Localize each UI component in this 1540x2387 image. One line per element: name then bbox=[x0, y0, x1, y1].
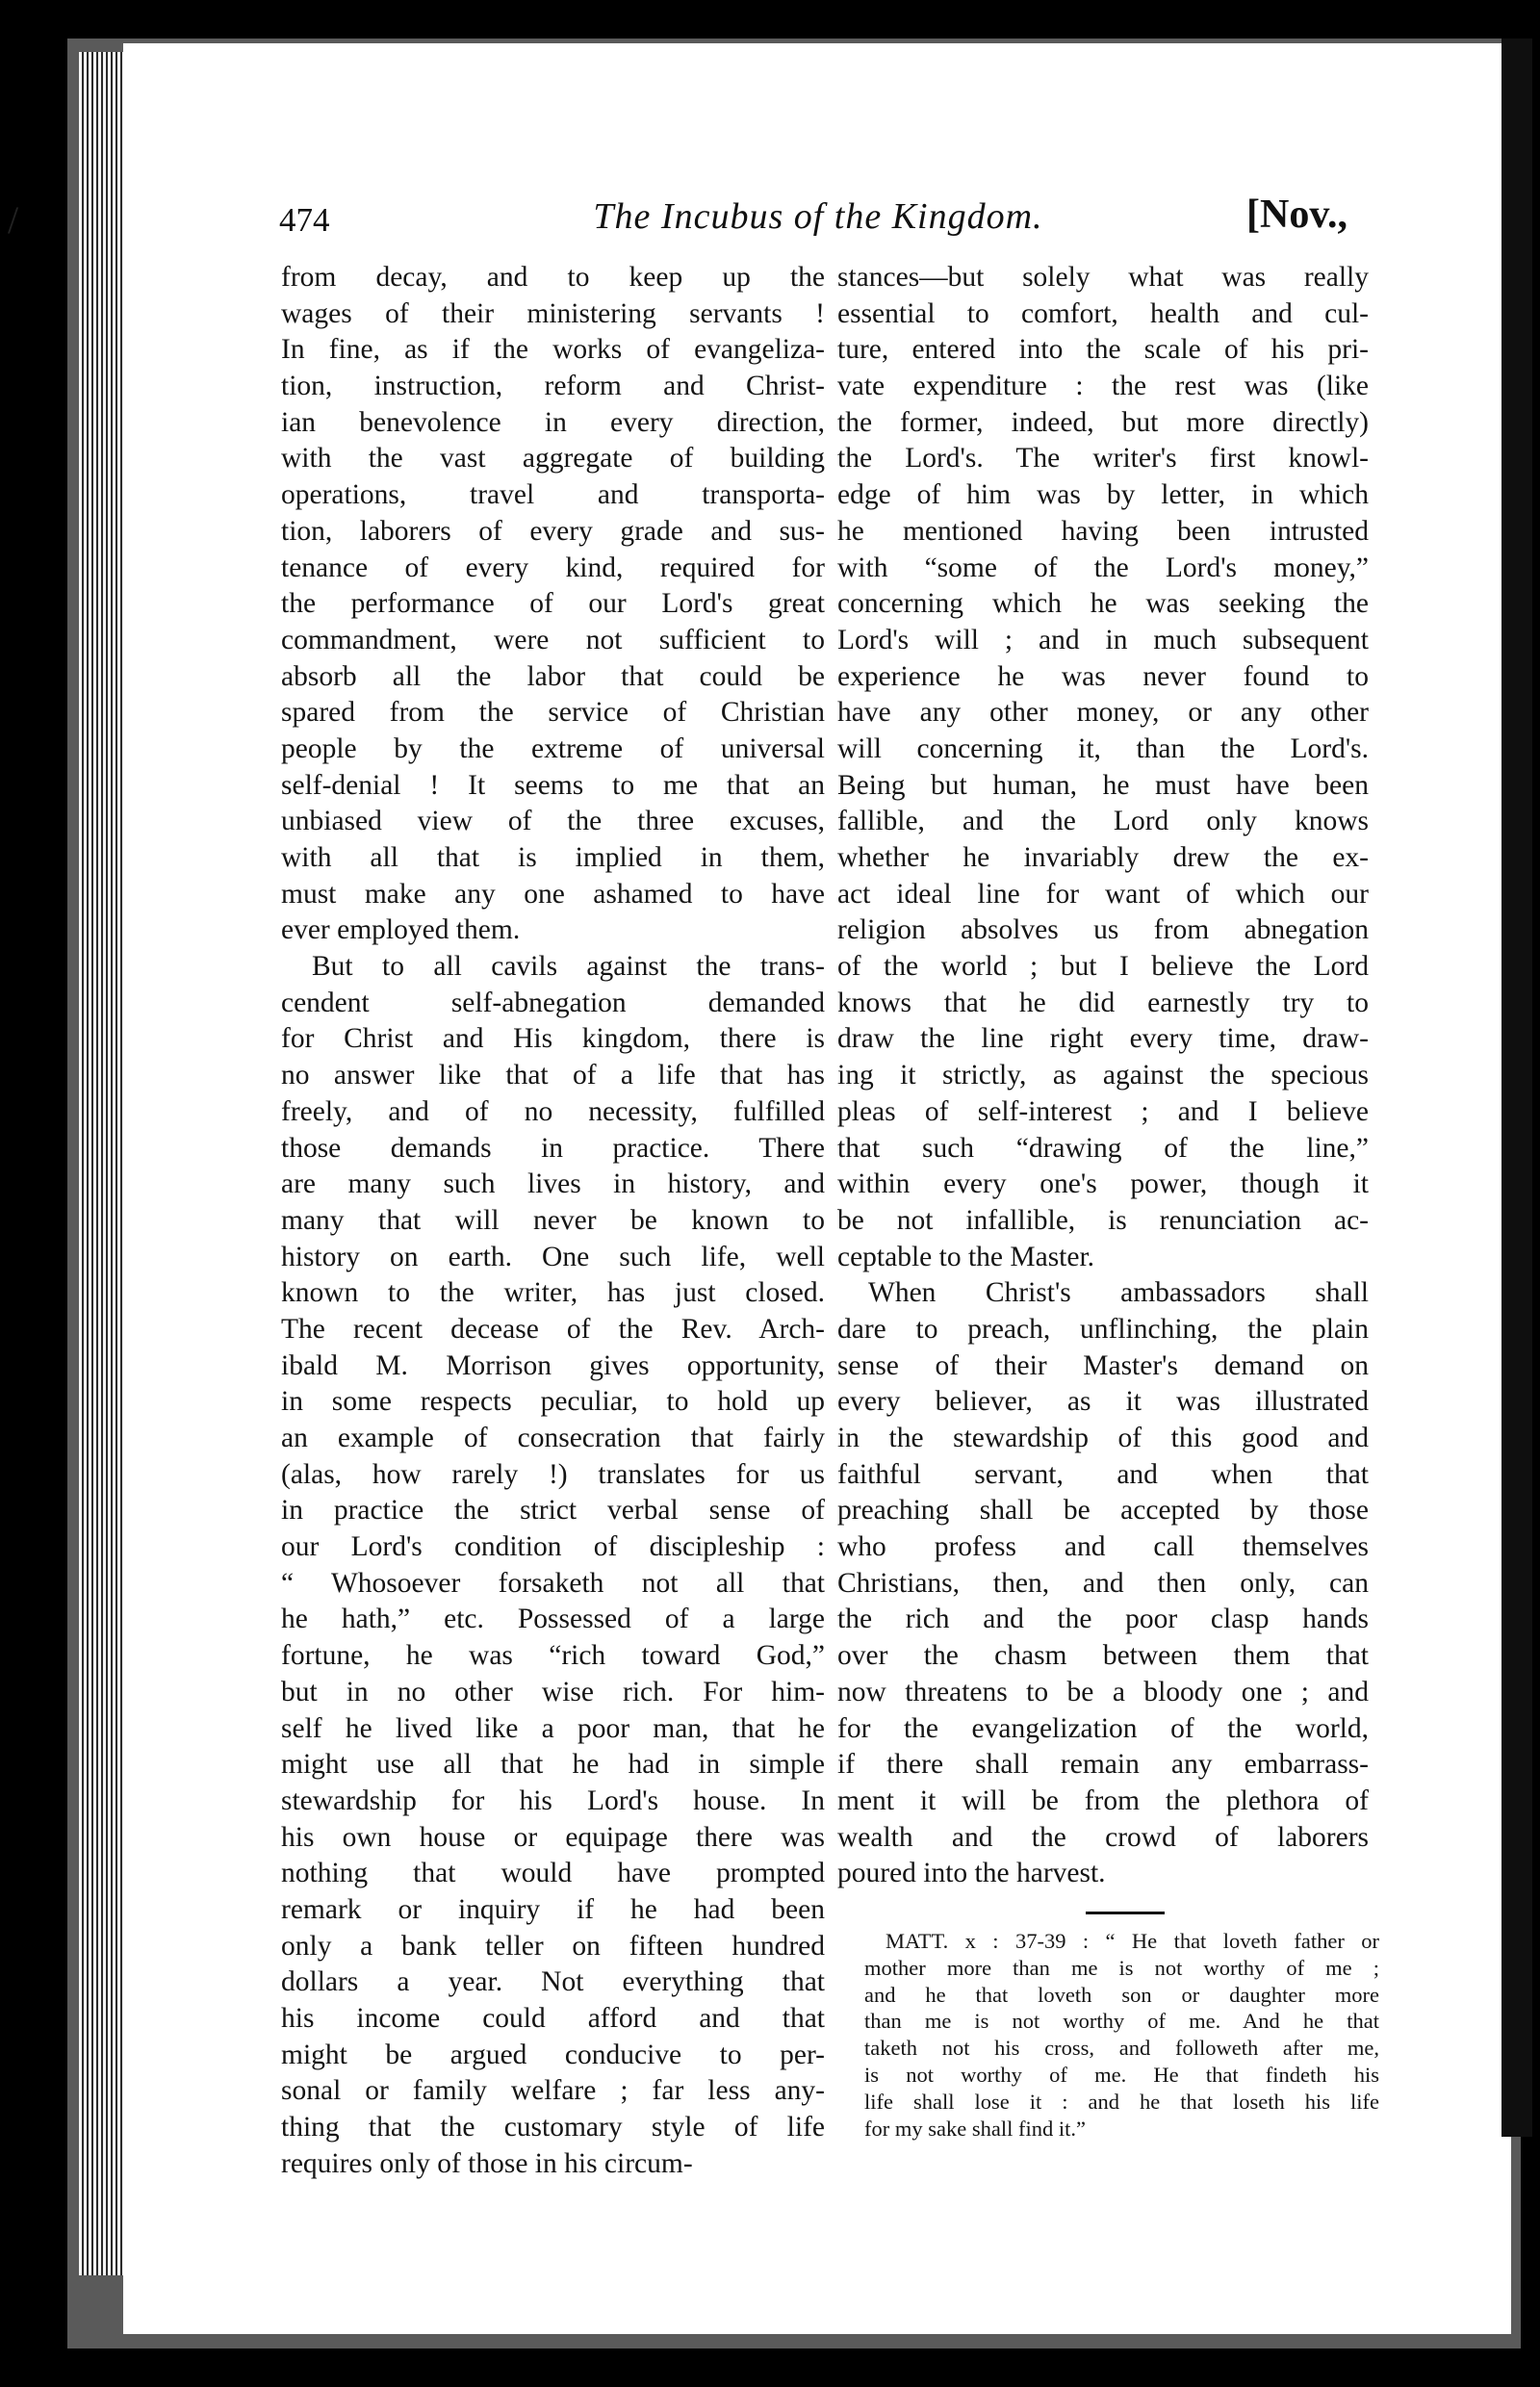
text-line: with “some of the Lord's money,” bbox=[837, 552, 1369, 583]
text-line: history on earth. One such life, well bbox=[281, 1241, 825, 1272]
running-header bbox=[279, 188, 1357, 245]
text-line: poured into the harvest. bbox=[837, 1858, 1106, 1889]
text-line: for the evangelization of the world, bbox=[837, 1712, 1369, 1744]
page-edges bbox=[79, 52, 125, 2275]
text-line: an example of consecration that fairly bbox=[281, 1423, 825, 1453]
text-line: whether he invariably drew the ex- bbox=[837, 842, 1369, 873]
text-line: our Lord's condition of discipleship : bbox=[281, 1531, 825, 1563]
text-line: are many such lives in history, and bbox=[281, 1168, 825, 1200]
text-line: remark or inquiry if he had been bbox=[281, 1893, 825, 1925]
text-line: commandment, were not sufficient to bbox=[281, 624, 825, 655]
text-line: must make any one ashamed to have bbox=[281, 878, 825, 910]
text-line: (alas, how rarely !) translates for us bbox=[281, 1458, 825, 1490]
text-line: in the stewardship of this good and bbox=[837, 1423, 1369, 1453]
text-line: in practice the strict verbal sense of bbox=[281, 1495, 825, 1527]
text-line: in some respects peculiar, to hold up bbox=[281, 1386, 825, 1418]
text-line: the rich and the poor clasp hands bbox=[837, 1604, 1369, 1635]
text-line: stances—but solely what was really bbox=[837, 262, 1369, 293]
text-line: ibald M. Morrison gives opportunity, bbox=[281, 1349, 825, 1381]
page-number: 474 bbox=[279, 201, 330, 239]
text-line: preaching shall be accepted by those bbox=[837, 1495, 1369, 1527]
text-line: who profess and call themselves bbox=[837, 1531, 1369, 1563]
text-line: freely, and of no necessity, fulfilled bbox=[281, 1095, 825, 1127]
text-line: might be argued conducive to per- bbox=[281, 2039, 825, 2070]
text-line: draw the line right every time, draw- bbox=[837, 1023, 1369, 1055]
text-line: ture, entered into the scale of his pri- bbox=[837, 334, 1369, 366]
text-line: tenance of every kind, required for bbox=[281, 552, 825, 583]
right-text-column bbox=[837, 260, 1369, 1892]
text-line: will concerning it, than the Lord's. bbox=[837, 732, 1369, 764]
footnote-line: taketh not his cross, and followeth after me, bbox=[864, 2036, 1379, 2061]
section-rule bbox=[1086, 1912, 1165, 1914]
text-line: with all that is implied in them, bbox=[281, 842, 825, 873]
text-line: the performance of our Lord's great bbox=[281, 588, 825, 620]
text-line: people by the extreme of universal bbox=[281, 732, 825, 764]
text-line: ceptable to the Master. bbox=[837, 1241, 1095, 1272]
text-line: faithful servant, and when that bbox=[837, 1458, 1369, 1490]
text-line: When Christ's ambassadors shall bbox=[868, 1277, 1369, 1309]
left-text-column bbox=[281, 260, 825, 2182]
text-line: with the vast aggregate of building bbox=[281, 443, 825, 475]
text-line: stewardship for his Lord's house. In bbox=[281, 1784, 825, 1816]
footnote-line: is not worthy of me. He that findeth his bbox=[864, 2062, 1379, 2087]
text-line: his income could afford and that bbox=[281, 2003, 825, 2034]
text-line: vate expenditure : the rest was (like bbox=[837, 371, 1369, 402]
text-line: if there shall remain any embarrass- bbox=[837, 1749, 1369, 1781]
text-line: knows that he did earnestly try to bbox=[837, 987, 1369, 1018]
text-line: that such “drawing of the line,” bbox=[837, 1132, 1369, 1164]
text-line: from decay, and to keep up the bbox=[281, 262, 825, 293]
text-line: only a bank teller on fifteen hundred bbox=[281, 1930, 825, 1962]
text-line: those demands in practice. There bbox=[281, 1132, 825, 1164]
text-line: absorb all the labor that could be bbox=[281, 660, 825, 692]
text-line: known to the writer, has just closed. bbox=[281, 1277, 825, 1309]
text-line: nothing that would have prompted bbox=[281, 1858, 825, 1889]
running-date: [Nov., bbox=[1246, 192, 1348, 237]
footnote-line: MATT. x : 37-39 : “ He that loveth father or bbox=[886, 1929, 1379, 1953]
text-line: operations, travel and transporta- bbox=[281, 479, 825, 511]
text-line: Lord's will ; and in much subsequent bbox=[837, 624, 1369, 655]
text-line: tion, laborers of every grade and sus- bbox=[281, 515, 825, 547]
text-line: ing it strictly, as against the specious bbox=[837, 1060, 1369, 1091]
text-line: might use all that he had in simple bbox=[281, 1749, 825, 1781]
text-line: In fine, as if the works of evangeliza- bbox=[281, 334, 825, 366]
footnote-line: and he that loveth son or daughter more bbox=[864, 1982, 1379, 2007]
text-line: of the world ; but I believe the Lord bbox=[837, 951, 1369, 983]
text-line: have any other money, or any other bbox=[837, 697, 1369, 729]
text-line: concerning which he was seeking the bbox=[837, 588, 1369, 620]
running-title: The Incubus of the Kingdom. bbox=[593, 196, 1043, 237]
text-line: dare to preach, unflinching, the plain bbox=[837, 1313, 1369, 1345]
text-line: tion, instruction, reform and Christ- bbox=[281, 371, 825, 402]
text-line: religion absolves us from abnegation bbox=[837, 914, 1369, 946]
text-line: But to all cavils against the trans- bbox=[312, 951, 825, 983]
text-line: “ Whosoever forsaketh not all that bbox=[281, 1567, 825, 1599]
text-line: now threatens to be a bloody one ; and bbox=[837, 1676, 1369, 1707]
footnote-line: than me is not worthy of me. And he that bbox=[864, 2009, 1379, 2034]
text-line: fortune, he was “rich toward God,” bbox=[281, 1640, 825, 1672]
text-line: edge of him was by letter, in which bbox=[837, 479, 1369, 511]
text-line: Being but human, he must have been bbox=[837, 769, 1369, 801]
text-line: experience he was never found to bbox=[837, 660, 1369, 692]
footnote-line: for my sake shall find it.” bbox=[864, 2116, 1086, 2141]
text-line: his own house or equipage there was bbox=[281, 1821, 825, 1853]
text-line: over the chasm between them that bbox=[837, 1640, 1369, 1672]
text-line: ment it will be from the plethora of bbox=[837, 1784, 1369, 1816]
text-line: the Lord's. The writer's first knowl- bbox=[837, 443, 1369, 475]
text-line: but in no other wise rich. For him- bbox=[281, 1676, 825, 1707]
text-line: dollars a year. Not everything that bbox=[281, 1966, 825, 1998]
text-line: pleas of self-interest ; and I believe bbox=[837, 1095, 1369, 1127]
text-line: many that will never be known to bbox=[281, 1204, 825, 1236]
text-line: cendent self-abnegation demanded bbox=[281, 987, 825, 1018]
scan-artifact-mark: / bbox=[8, 198, 19, 242]
text-line: sonal or family welfare ; far less any- bbox=[281, 2075, 825, 2107]
text-line: the former, indeed, but more directly) bbox=[837, 406, 1369, 438]
text-line: no answer like that of a life that has bbox=[281, 1060, 825, 1091]
text-line: act ideal line for want of which our bbox=[837, 878, 1369, 910]
text-line: he mentioned having been intrusted bbox=[837, 515, 1369, 547]
text-line: self-denial ! It seems to me that an bbox=[281, 769, 825, 801]
text-line: within every one's power, though it bbox=[837, 1168, 1369, 1200]
text-line: ian benevolence in every direction, bbox=[281, 406, 825, 438]
text-line: every believer, as it was illustrated bbox=[837, 1386, 1369, 1418]
text-line: fallible, and the Lord only knows bbox=[837, 806, 1369, 837]
text-line: Christians, then, and then only, can bbox=[837, 1567, 1369, 1599]
footnote-line: mother more than me is not worthy of me ; bbox=[864, 1955, 1379, 1980]
text-line: thing that the customary style of life bbox=[281, 2112, 825, 2143]
text-line: unbiased view of the three excuses, bbox=[281, 806, 825, 837]
text-line: wealth and the crowd of laborers bbox=[837, 1821, 1369, 1853]
footnote bbox=[864, 1928, 1379, 2142]
text-line: he hath,” etc. Possessed of a large bbox=[281, 1604, 825, 1635]
text-line: wages of their ministering servants ! bbox=[281, 297, 825, 329]
text-line: spared from the service of Christian bbox=[281, 697, 825, 729]
text-line: ever employed them. bbox=[281, 914, 521, 946]
text-line: The recent decease of the Rev. Arch- bbox=[281, 1313, 825, 1345]
text-line: essential to comfort, health and cul- bbox=[837, 297, 1369, 329]
text-line: be not infallible, is renunciation ac- bbox=[837, 1204, 1369, 1236]
text-line: sense of their Master's demand on bbox=[837, 1349, 1369, 1381]
text-line: requires only of those in his circum- bbox=[281, 2147, 693, 2179]
text-line: for Christ and His kingdom, there is bbox=[281, 1023, 825, 1055]
footnote-line: life shall lose it : and he that loseth his life bbox=[864, 2089, 1379, 2114]
facing-page-edge bbox=[1502, 38, 1532, 2137]
text-line: self he lived like a poor man, that he bbox=[281, 1712, 825, 1744]
